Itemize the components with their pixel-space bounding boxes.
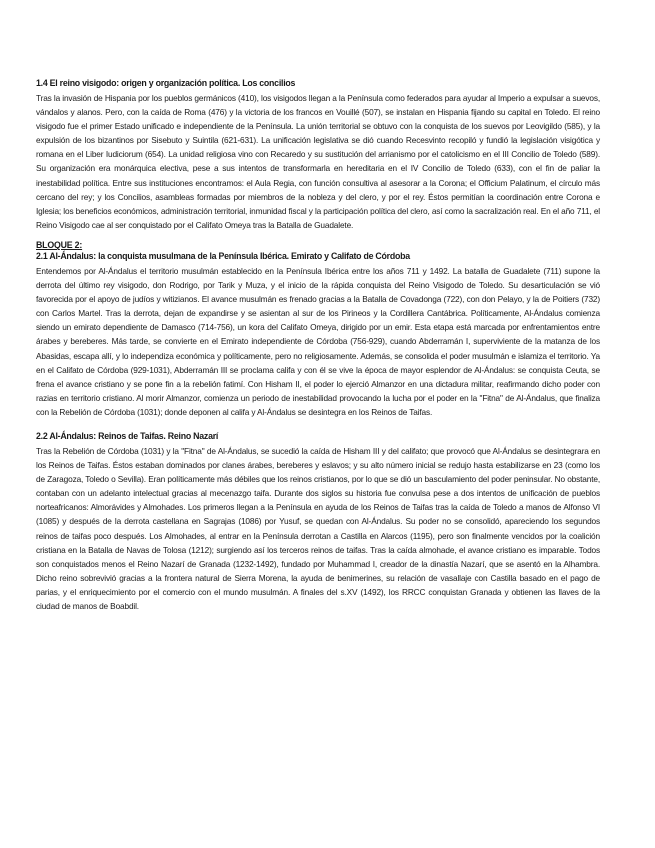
section-1-4-heading: 1.4 El reino visigodo: origen y organización política. Los concilios [36,78,296,88]
section-1-4-body: Tras la invasión de Hispania por los pueblos germánicos (410), los visigodos llegan a la Península como federados para ayudar al Imperio a expulsar a suevos, vándalos y alanos. Pero, con la caída de Roma (476) y la victoria de los francos en Vouillé (507), se instalan en Hispania fijando su capital en Toledo. El reino visigodo fue el primer Estado unificado e independiente de la Península. La unión territorial se obtuvo con la conquista de los suevos por Leovigildo (585), y la expulsión de los bizantinos por Sisebuto y Suintila (621-631). La unificación legislativa se dió cuando Recesvinto recopiló y fundió la legislación visigótica y romana en el Liber Iudiciorum (654). La unidad religiosa vino con Recaredo y su sustitución del arrianismo por el catolicismo en el III Concilio de Toledo (589). Su organización era monárquica electiva, pese a sus intentos de transformarla en hereditaria en el IV Concilio de Toledo (633), con el fin de paliar la inestabilidad política. Entre sus instituciones encontramos: el Aula Regia, con función consultiva al asesorar a la Corona; el Officium Palatinum, el círculo más cercano del rey; y los Concilios, asambleas formadas por miembros de la nobleza y del clero, y por el rey. Éstos permitían la coordinación entre Corona e Iglesia; los beneficios económicos, administración territorial, inmunidad fiscal y la participación política del clero, así como la sacralización real. En el año 711, el Reino Visigodo cae al ser conquistado por el Califato Omeya tras la Batalla de Guadalete. [36,93,600,230]
section-2-1-heading: 2.1 Al-Ándalus: la conquista musulmana de la Península Ibérica. Emirato y Califato de Córdoba [36,250,410,261]
section-2-2-heading: 2.2 Al-Ándalus: Reinos de Taifas. Reino Nazarí [36,430,219,441]
bloque-2-title: BLOQUE 2: [36,239,83,250]
section-2-1-body: Entendemos por Al-Ándalus el territorio musulmán establecido en la Península Ibérica entre los años 711 y 1492. La batalla de Guadalete (711) supone la derrota del último rey visigodo, don Rodrigo, por Tarik y Muza, y el inicio de la rápida conquista del Reino Visigodo de Toledo. Su desarticulación se vió favorecida por el apoyo de judíos y witizianos. El avance musulmán es frenado gracias a la Batalla de Covadonga (722), con don Pelayo, y la de Poitiers (732) con Carlos Martel. Tras la derrota, dejan de expandirse y se asientan al sur de los Pirineos y la Cordillera Cantábrica. Políticamente, Al-Ándalus comienza siendo un emirato dependiente de Damasco (714-756), un kora del Califato Omeya, dirigido por un emir. Esta etapa está marcada por enfrentamientos entre árabes y bereberes. Más tarde, se convierte en el Emirato independiente de Córdoba (756-929), cuando Abderramán I, superviviente de la matanza de los Abasidas, escapa allí, y lo independiza económica y políticamente, pero no religiosamente. Además, se consolida el poder musulmán e islamiza el territorio. Ya en el Califato de Córdoba (929-1031), Abderramán III se proclama califa y con él se vive la época de mayor esplendor de Al-Ándalus: se conquista Ceuta, se frena el avance cristiano y se pone fin a la rebelión fatimí. Con Hisham II, el poder lo ejerció Almanzor en una dictadura militar, reafirmando dicho poder con razias en territorio cristiano. Al morir Almanzor, comienza un periodo de inestabilidad provocando la lucha por el poder en la "Fitna" de Al-Ándalus, que finaliza con la Rebelión de Córdoba (1031); donde deponen al califa y Al-Ándalus se desintegra en los Reinos de Taifas. [36,265,600,417]
section-2-2-body: Tras la Rebelión de Córdoba (1031) y la "Fitna" de Al-Ándalus, se sucedió la caída de Hisham III y del califato; que provocó que Al-Ándalus se desintegrara en los Reinos de Taifas. Éstos estaban dominados por clanes árabes, bereberes y eslavos; y su alto número inicial se redujo hasta estabilizarse en 23 (como los de Zaragoza, Toledo o Sevilla). Eran políticamente más débiles que los reinos cristianos, por lo que se dió un basculamiento del poder peninsular. No obstante, contaban con un adelanto intelectual gracias al mecenazgo taifa. Durante dos siglos su historia fue convulsa pese a dos intentos de unificación de pueblos norteafricanos: Almorávides y Almohades. Los primeros llegan a la Península en ayuda de los Reinos de Taifas tras la caída de Toledo a manos de Alfonso VI (1085) y después de la derrota castellana en Sagrajas (1086) por Yusuf, se quedan con Al-Ándalus. Su poder no se consolidó, apareciendo los segundos reinos de taifas poco después. Los Almohades, al entrar en la Península derrotan a Castilla en Alarcos (1195), pero son finalmente vencidos por la coalición cristiana en la Batalla de Navas de Tolosa (1212); surgiendo así los terceros reinos de taifas. Tras la caída almohade, el avance cristiano es imparable. Todos son conquistados menos el Reino Nazarí de Granada (1232-1492), fundado por Muhammad I, creador de la dinastía Nazarí, que se asentó en la Alhambra. Dicho reino sobrevivió gracias a la frontera natural de Sierra Morena, la ayuda de benimerines, su relación de vasallaje con Castilla basado en el pago de parias, y el enriquecimiento por el comercio con el mundo musulmán. A finales del s.XV (1492), los RRCC conquistan Granada y obtienen las llaves de la ciudad de manos de Boabdil. [36,445,600,611]
